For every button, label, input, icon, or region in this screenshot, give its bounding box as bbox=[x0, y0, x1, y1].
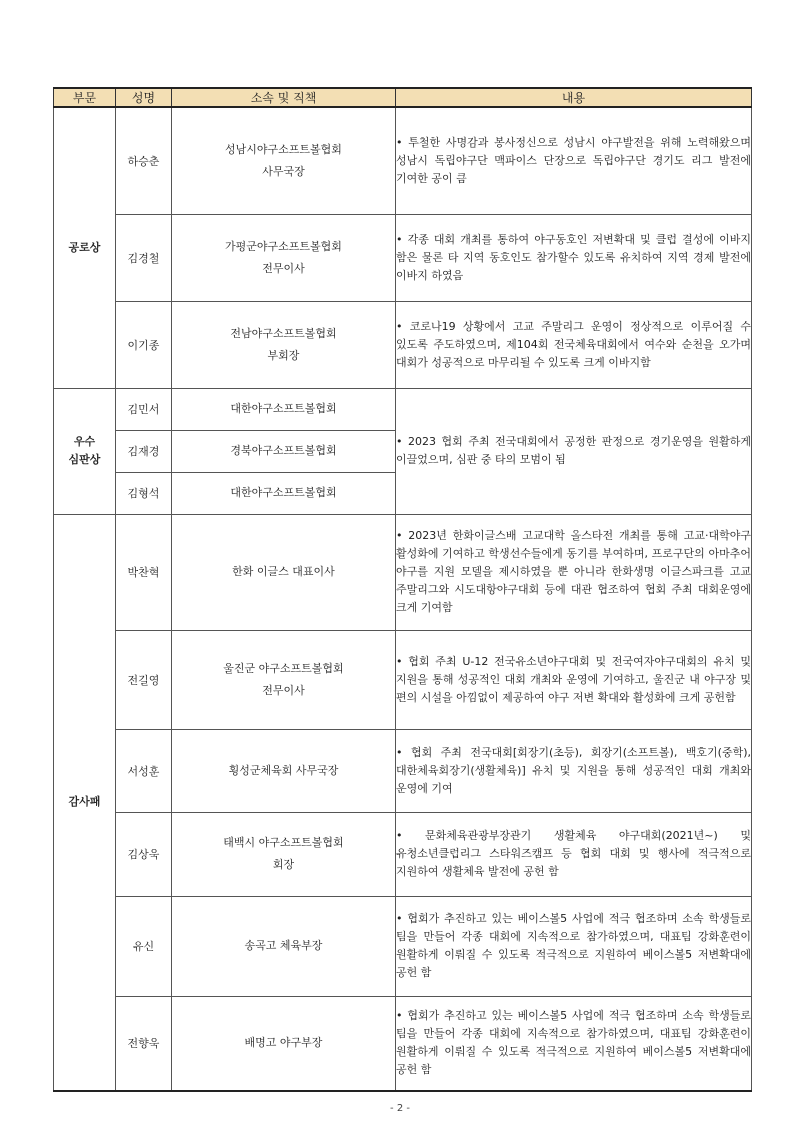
name-cell: 전길영 bbox=[116, 630, 172, 729]
affiliation-cell: 울진군 야구소프트볼협회 전무이사 bbox=[172, 630, 396, 729]
content-cell: • 2023년 한화이글스배 고교대학 올스타전 개최를 통해 고교·대학야구 활성화에 기여하고 학생선수들에게 동기를 부여하며, 프로구단의 아마추어 야구를 지원 모델을 제시하였을 뿐 아니라 한화생명 이글스파크를 고교 주말리그와 시도대항야구대회 등에 대관 협조하여 협회 주최 대회운영에 크게 기여함 bbox=[396, 514, 752, 630]
page-number: - 2 - bbox=[390, 1103, 410, 1114]
table-row bbox=[54, 996, 752, 1091]
content-cell: • 협회가 추진하고 있는 베이스볼5 사업에 적극 협조하며 소속 학생들로 팀을 만들어 각종 대회에 지속적으로 참가하였으며, 대표팀 강화훈련이 원활하게 이뤄질 수 있도록 적극적으로 지원하여 베이스볼5 저변확대에 공헌 함 bbox=[396, 996, 752, 1091]
name-cell: 서성훈 bbox=[116, 729, 172, 812]
table-row bbox=[54, 388, 752, 430]
content-cell: • 협회가 추진하고 있는 베이스볼5 사업에 적극 협조하며 소속 학생들로 팀을 만들어 각종 대회에 지속적으로 참가하였으며, 대표팀 강화훈련이 원활하게 이뤄질 수 있도록 적극적으로 지원하여 베이스볼5 저변확대에 공헌 함 bbox=[396, 896, 752, 996]
awards-table bbox=[53, 87, 752, 1092]
table-row bbox=[54, 301, 752, 388]
affiliation-cell: 경북야구소프트볼협회 bbox=[172, 430, 396, 472]
affiliation-cell: 대한야구소프트볼협회 bbox=[172, 388, 396, 430]
affiliation-cell: 횡성군체육회 사무국장 bbox=[172, 729, 396, 812]
header-name: 성명 bbox=[116, 88, 172, 107]
header-category: 부문 bbox=[54, 88, 116, 107]
affiliation-cell: 전남야구소프트볼협회 부회장 bbox=[172, 301, 396, 388]
table-row bbox=[54, 729, 752, 812]
content-cell: • 투철한 사명감과 봉사정신으로 성남시 야구발전을 위해 노력해왔으며 성남시 독립야구단 맥파이스 단장으로 독립야구단 경기도 리그 발전에 기여한 공이 큼 bbox=[396, 107, 752, 214]
table-row bbox=[54, 630, 752, 729]
category-cell: 우수 심판상 bbox=[54, 388, 116, 514]
header-row bbox=[54, 88, 752, 107]
content-cell: • 각종 대회 개최를 통하여 야구동호인 저변확대 및 클럽 결성에 이바지 함은 물론 타 지역 동호인도 참가할수 있도록 유치하여 지역 경제 발전에 이바지 하였음 bbox=[396, 214, 752, 301]
table-row bbox=[54, 514, 752, 630]
content-cell: • 문화체육관광부장관기 생활체육 야구대회(2021년~) 및 유청소년클럽리그 스타워즈캠프 등 협회 대회 및 행사에 적극적으로 지원하여 생활체육 발전에 공헌 함 bbox=[396, 812, 752, 896]
name-cell: 김경철 bbox=[116, 214, 172, 301]
name-cell: 유신 bbox=[116, 896, 172, 996]
affiliation-cell: 태백시 야구소프트볼협회 회장 bbox=[172, 812, 396, 896]
table-row bbox=[54, 812, 752, 896]
header-content: 내용 bbox=[396, 88, 752, 107]
table-row bbox=[54, 896, 752, 996]
name-cell: 이기종 bbox=[116, 301, 172, 388]
header-affiliation: 소속 및 직책 bbox=[172, 88, 396, 107]
table-row bbox=[54, 214, 752, 301]
name-cell: 김민서 bbox=[116, 388, 172, 430]
affiliation-cell: 송곡고 체육부장 bbox=[172, 896, 396, 996]
affiliation-cell: 대한야구소프트볼협회 bbox=[172, 472, 396, 514]
name-cell: 박찬혁 bbox=[116, 514, 172, 630]
category-cell: 감사패 bbox=[54, 514, 116, 1091]
name-cell: 김형석 bbox=[116, 472, 172, 514]
content-cell: • 협회 주최 전국대회[회장기(초등), 회장기(소프트볼), 백호기(중학), 대한체육회장기(생활체육)] 유치 및 지원을 통해 성공적인 대회 개최와 운영에 기여 bbox=[396, 729, 752, 812]
table-row bbox=[54, 107, 752, 214]
affiliation-cell: 한화 이글스 대표이사 bbox=[172, 514, 396, 630]
name-cell: 전향욱 bbox=[116, 996, 172, 1091]
name-cell: 김재경 bbox=[116, 430, 172, 472]
content-cell: • 2023 협회 주최 전국대회에서 공정한 판정으로 경기운영을 원활하게 이끌었으며, 심판 중 타의 모범이 됨 bbox=[396, 388, 752, 514]
affiliation-cell: 성남시야구소프트볼협회 사무국장 bbox=[172, 107, 396, 214]
content-cell: • 코로나19 상황에서 고교 주말리그 운영이 정상적으로 이루어질 수 있도록 주도하였으며, 제104회 전국체육대회에서 여수와 순천을 오가며 대회가 성공적으로 마무리될 수 있도록 크게 이바지함 bbox=[396, 301, 752, 388]
affiliation-cell: 가평군야구소프트볼협회 전무이사 bbox=[172, 214, 396, 301]
name-cell: 하승춘 bbox=[116, 107, 172, 214]
content-cell: • 협회 주최 U-12 전국유소년야구대회 및 전국여자야구대회의 유치 및 지원을 통해 성공적인 대회 개최와 운영에 기여하고, 울진군 내 야구장 및 편의 시설을 아낌없이 제공하여 야구 저변 확대와 활성화에 크게 공헌함 bbox=[396, 630, 752, 729]
category-cell: 공로상 bbox=[54, 107, 116, 388]
affiliation-cell: 배명고 야구부장 bbox=[172, 996, 396, 1091]
name-cell: 김상욱 bbox=[116, 812, 172, 896]
